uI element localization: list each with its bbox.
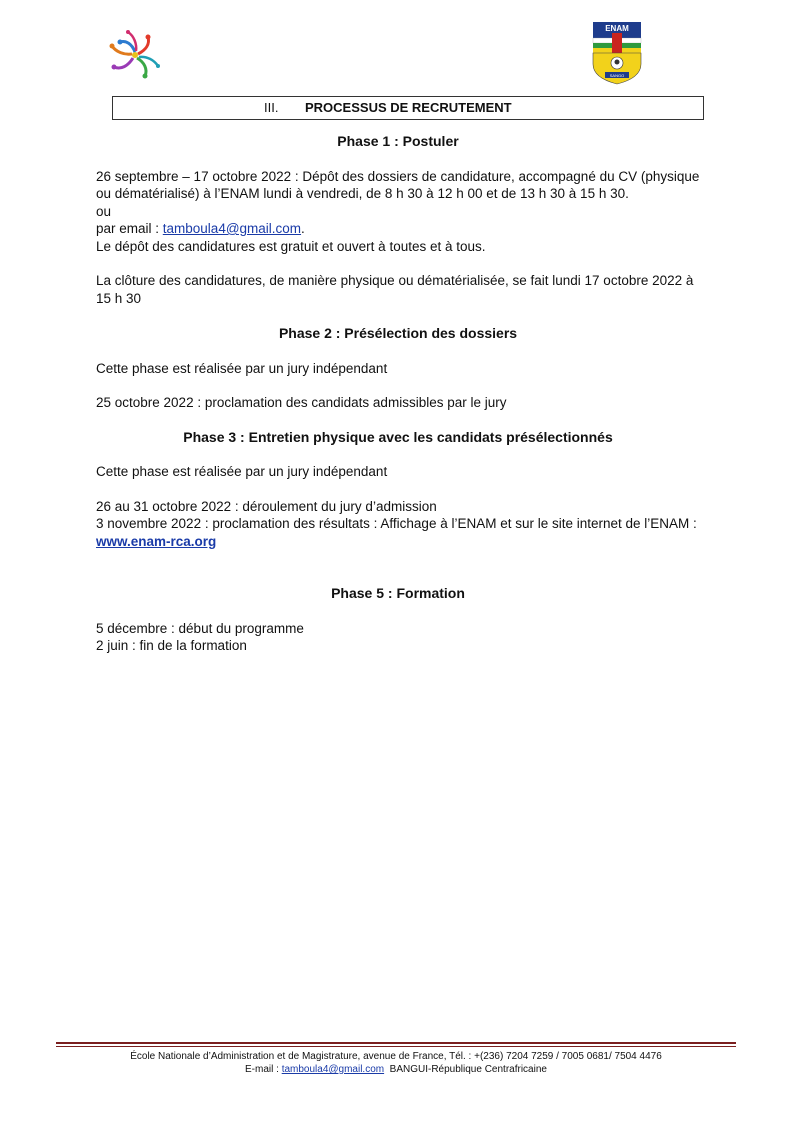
phase3-title: Phase 3 : Entretien physique avec les candidats présélectionnés bbox=[183, 428, 613, 445]
phase1-title: Phase 1 : Postuler bbox=[337, 133, 459, 149]
enam-crest-logo-icon bbox=[591, 20, 643, 86]
crest-label: ENAM bbox=[605, 24, 629, 33]
phase3-line2: 26 au 31 octobre 2022 : déroulement du jury d’admission bbox=[96, 498, 437, 514]
phase3-line3 bbox=[96, 515, 700, 550]
phase1-free-text: Le dépôt des candidatures est gratuit et ouvert à toutes et à tous. bbox=[96, 238, 486, 254]
phase3-line3-text: 3 novembre 2022 : proclamation des résultats : Affichage à l’ENAM et sur le site internet de l’ENAM : bbox=[96, 516, 697, 531]
phase1-email-link[interactable]: tamboula4@gmail.com bbox=[162, 221, 302, 236]
section-number: III. bbox=[264, 100, 279, 115]
crest-motto: SANGO bbox=[609, 73, 625, 78]
phase3-website-link[interactable]: www.enam-rca.org bbox=[96, 533, 217, 549]
footer-divider-thin bbox=[56, 1046, 736, 1047]
phase2-line1: Cette phase est réalisée par un jury indépendant bbox=[96, 360, 388, 376]
footer-email-link[interactable]: tamboula4@gmail.com bbox=[281, 1064, 385, 1075]
phase1-or: ou bbox=[96, 203, 112, 219]
section-heading-box bbox=[112, 96, 704, 120]
footer-email-label: E-mail : bbox=[245, 1064, 282, 1075]
phase5-title: Phase 5 : Formation bbox=[331, 585, 465, 601]
phase1-email-line bbox=[96, 220, 700, 238]
footer-location: BANGUI-République Centrafricaine bbox=[384, 1064, 547, 1075]
phase2-line2: 25 octobre 2022 : proclamation des candidats admissibles par le jury bbox=[96, 395, 507, 410]
section-title: PROCESSUS DE RECRUTEMENT bbox=[305, 100, 512, 115]
footer-divider-thick bbox=[56, 1042, 736, 1044]
footer bbox=[56, 1050, 736, 1076]
phase1-dates-paragraph: 26 septembre – 17 octobre 2022 : Dépôt des dossiers de candidature, accompagné du CV (physique ou dématérialisé) à l’ENAM lundi à vendredi, de 8 h 30 à 12 h 00 et de 13 h 30 à 15 h 30. bbox=[96, 168, 700, 201]
phase1-email-prefix: par email : bbox=[96, 221, 163, 236]
document-body bbox=[96, 133, 700, 655]
phase1-email-suffix: . bbox=[301, 221, 305, 236]
phase1-closing: La clôture des candidatures, de manière physique ou dématérialisée, se fait lundi 17 octobre 2022 à 15 h 30 bbox=[96, 273, 694, 306]
footer-address: École Nationale d’Administration et de Magistrature, avenue de France, Tél. : +(236) 7204 7259 / 7005 0681/ 7504 4476 bbox=[130, 1051, 662, 1062]
pinwheel-logo-icon bbox=[104, 26, 166, 84]
phase5-line1: 5 décembre : début du programme bbox=[96, 620, 304, 636]
phase3-line1: Cette phase est réalisée par un jury indépendant bbox=[96, 464, 388, 479]
phase5-line2: 2 juin : fin de la formation bbox=[96, 638, 247, 653]
footer-contact bbox=[56, 1063, 736, 1076]
phase2-title: Phase 2 : Présélection des dossiers bbox=[278, 325, 518, 341]
